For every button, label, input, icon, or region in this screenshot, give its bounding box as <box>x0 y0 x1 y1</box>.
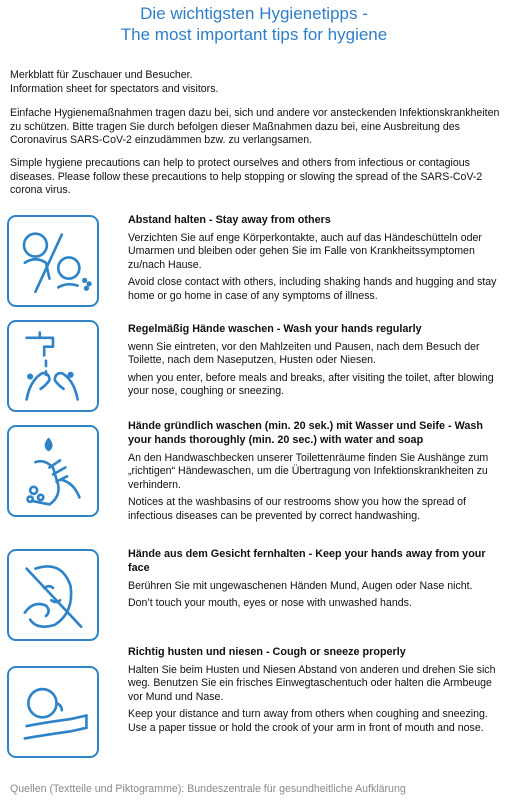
title-english: The most important tips for hygiene <box>120 25 388 44</box>
title-german: Die wichtigsten Hygienetipps - <box>140 4 368 23</box>
tip-text-german: Verzichten Sie auf enge Körperkontakte, auch auf das Händeschütteln oder Umarmen und bleiben oder gehen Sie im Falle von Krankheitssymptomen zu/nach Hause. <box>128 232 482 271</box>
tip-text-english: Don’t touch your mouth, eyes or nose with unwashed hands. <box>128 597 412 610</box>
intro-english: Simple hygiene precautions can help to protect ourselves and others from infectious or contagious diseases. Please follow these precautions to help stopping or slowing the spread of the SARS-CoV-2 corona virus. <box>10 157 483 197</box>
soap-hands-icon <box>7 425 99 517</box>
tip-text-german: An den Handwaschbecken unserer Toilettenräume finden Sie Aushänge zum „richtigen“ Händewaschen, um die Übertragung von Infektionskrankheiten zu verhindern. <box>128 452 489 491</box>
intro-german: Einfache Hygienemaßnahmen tragen dazu bei, sich und andere vor ansteckenden Infektionskrankheiten zu schützen. Bitte tragen Sie durch befolgen dieser Maßnahmen dazu bei, eine Ausbreitung des Coronavirus SARS-CoV-2 einzudämmen bzw. zu verlangsamen. <box>10 107 500 147</box>
tip-text-english: when you enter, before meals and breaks, after visiting the toilet, after blowing your nose, coughing or sneezing. <box>128 371 494 398</box>
tip-text-german: Halten Sie beim Husten und Niesen Abstand von anderen und drehen Sie sich weg. Benutzen Sie ein frisches Einwegtaschentuch oder halten die Armbeuge vor Mund und Nase. <box>128 664 496 703</box>
tip-text-english: Avoid close contact with others, including shaking hands and hugging and stay home or go home in case of any symptoms of illness. <box>128 276 497 302</box>
tip-wash-regularly <box>128 322 506 403</box>
tip-text-german: wenn Sie eintreten, vor den Mahlzeiten und Pausen, nach dem Besuch der Toilette, nach dem Naseputzen, Husten oder Niesen. <box>128 341 480 367</box>
distance-icon <box>7 215 99 307</box>
tip-heading: Hände aus dem Gesicht fernhalten - Keep your hands away from your face <box>128 548 486 574</box>
tip-wash-thoroughly <box>128 419 506 527</box>
tip-cough-sneeze <box>128 645 506 739</box>
tip-text-german: Berühren Sie mit ungewaschenen Händen Mund, Augen oder Nase nicht. <box>128 580 473 592</box>
audience-english: Information sheet for spectators and visitors. <box>10 83 219 95</box>
tip-text-english: Notices at the washbasins of our restrooms show you how the spread of infectious diseases can be prevented by correct handwashing. <box>128 496 466 522</box>
cough-elbow-icon <box>7 666 99 758</box>
tip-heading: Abstand halten - Stay away from others <box>128 214 331 226</box>
tip-text-english: Keep your distance and turn away from others when coughing and sneezing. Use a paper tissue or hold the crook of your arm in front of mouth and nose. <box>128 708 488 734</box>
tip-hands-away-face <box>128 547 506 615</box>
source-footer: Quellen (Textteile und Piktogramme): Bundeszentrale für gesundheitliche Aufklärung <box>10 783 406 795</box>
tip-heading: Regelmäßig Hände waschen - Wash your hands regularly <box>128 323 422 335</box>
tip-heading: Richtig husten und niesen - Cough or sneeze properly <box>128 646 406 658</box>
hand-washing-tap-icon <box>7 320 99 412</box>
tip-heading: Hände gründlich waschen (min. 20 sek.) mit Wasser und Seife - Wash your hands thoroughly (min. 20 sec.) with water and soap <box>128 420 483 446</box>
audience-german: Merkblatt für Zuschauer und Besucher. <box>10 69 193 81</box>
no-face-touch-icon <box>7 549 99 641</box>
tip-distance <box>128 213 506 307</box>
